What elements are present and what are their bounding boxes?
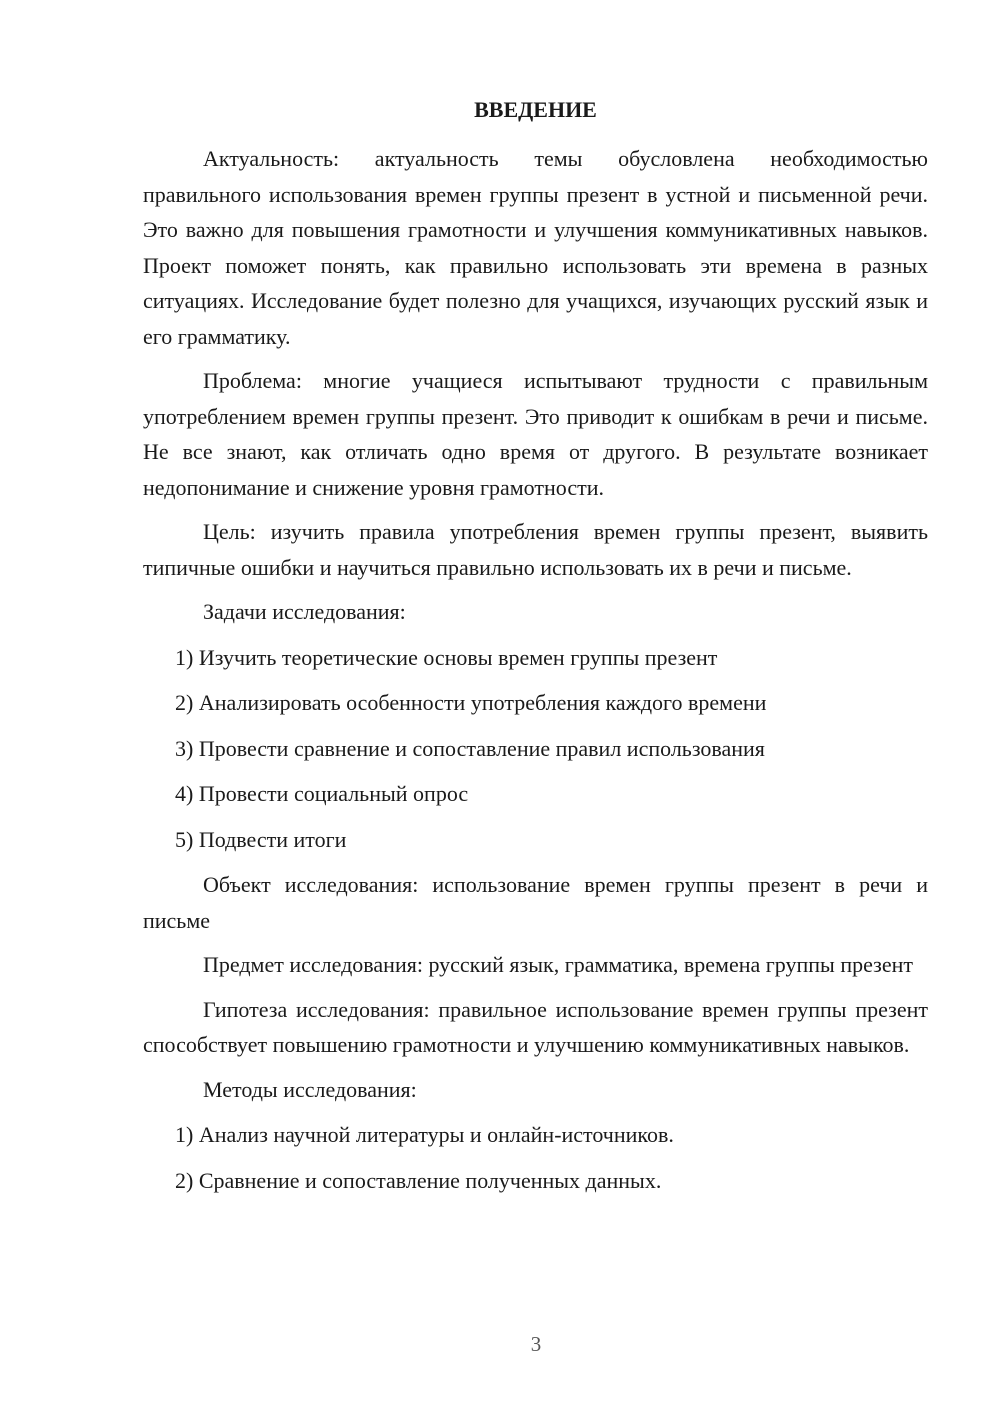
document-page — [143, 92, 928, 1208]
task-item: 1) Изучить теоретические основы времен группы презент — [175, 644, 718, 670]
hypothesis-paragraph: Гипотеза исследования: правильное использование времен группы презент способствует повышению грамотности и улучшению коммуникативных навыков. — [143, 996, 928, 1057]
goal-paragraph: Цель: изучить правила употребления времен группы презент, выявить типичные ошибки и научиться правильно использовать их в речи и письме. — [143, 519, 928, 580]
methods-title: Методы исследования: — [203, 1076, 417, 1102]
problem-paragraph: Проблема: многие учащиеся испытывают трудности с правильным употреблением времен группы презент. Это приводит к ошибкам в речи и письме. Не все знают, как отличать одно время от другого. В результате возникает недопонимание и снижение уровня грамотности. — [143, 368, 928, 500]
task-item: 4) Провести социальный опрос — [175, 781, 469, 806]
object-paragraph: Объект исследования: использование времен группы презент в речи и письме — [143, 872, 928, 933]
task-item: 3) Провести сравнение и сопоставление правил использования — [175, 735, 765, 761]
method-item: 2) Сравнение и сопоставление полученных данных. — [175, 1167, 662, 1193]
tasks-title: Задачи исследования: — [203, 599, 406, 624]
page-number: 3 — [530, 1332, 542, 1356]
subject-paragraph: Предмет исследования: русский язык, грамматика, времена группы презент — [203, 952, 913, 977]
page-title: ВВЕДЕНИЕ — [474, 97, 597, 122]
relevance-paragraph: Актуальность: актуальность темы обусловлена необходимостью правильного использования времен группы презент в устной и письменной речи. Это важно для повышения грамотности и улучшения коммуникативных навыков. Проект поможет понять, как правильно использовать эти времена в разных ситуациях. Исследование будет полезно для учащихся, изучающих русский язык и его грамматику. — [143, 146, 928, 349]
task-item: 2) Анализировать особенности употребления каждого времени — [175, 690, 767, 715]
method-item: 1) Анализ научной литературы и онлайн-источников. — [175, 1122, 674, 1147]
task-item: 5) Подвести итоги — [175, 826, 347, 852]
